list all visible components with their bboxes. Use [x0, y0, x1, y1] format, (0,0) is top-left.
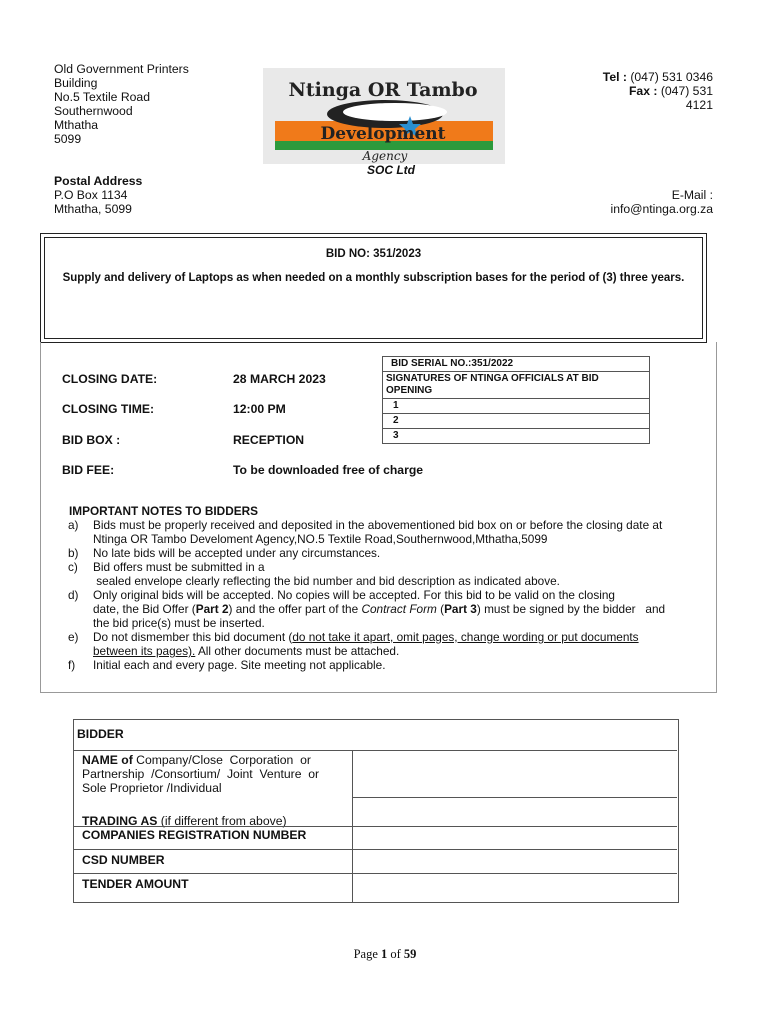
notes-heading: IMPORTANT NOTES TO BIDDERS [69, 504, 258, 518]
note-label: a) [68, 518, 79, 532]
trading-as-label: TRADING AS (if different from above) [82, 814, 287, 828]
csd-label: CSD NUMBER [82, 853, 165, 867]
email-label: E-Mail : [671, 188, 713, 202]
note-label: b) [68, 546, 79, 560]
address-line: Building [54, 76, 98, 90]
closing-date-value: 28 MARCH 2023 [233, 372, 326, 386]
ntinga-logo [255, 66, 513, 166]
email-block [611, 188, 714, 216]
note-label: e) [68, 630, 79, 644]
note-label: d) [68, 588, 79, 602]
email-value: info@ntinga.org.za [610, 202, 713, 216]
company-name-input[interactable] [352, 750, 677, 798]
postal-line: Mthatha, 5099 [54, 202, 132, 216]
divider [74, 873, 352, 874]
bid-box-label: BID BOX : [62, 433, 121, 447]
address-line: No.5 Textile Road [54, 90, 150, 104]
postal-address [54, 174, 142, 216]
soc-label: SOC Ltd [367, 163, 415, 177]
csd-input[interactable] [352, 849, 677, 875]
company-address [54, 62, 189, 146]
page-number: Page 1 of 59 [353, 947, 417, 961]
name-label: NAME of Company/Close Corporation or Partnership /Consortium/ Joint Venture or Sole Proprietor /Individual [82, 753, 320, 795]
note-line: Initial each and every page. Site meeting not applicable. [93, 658, 386, 672]
serial-title: BID SERIAL NO.:351/2022 [391, 358, 514, 369]
fax-value: (047) 531 [657, 84, 713, 98]
registration-label: COMPANIES REGISTRATION NUMBER [82, 828, 307, 842]
logo-mid-text: Development [320, 124, 446, 144]
closing-time-value: 12:00 PM [233, 402, 286, 416]
logo-bottom-text: Agency [362, 149, 408, 163]
note-item [62, 560, 714, 588]
divider [74, 826, 352, 827]
registration-input[interactable] [352, 826, 677, 851]
note-line: Bid offers must be submitted in a [93, 560, 265, 574]
bid-fee-value: To be downloaded free of charge [233, 463, 424, 477]
postal-line: P.O Box 1134 [54, 188, 128, 202]
note-line: No late bids will be accepted under any circumstances. [93, 546, 381, 560]
signature-cell[interactable]: 1 [383, 398, 649, 413]
trading-as-input[interactable] [352, 797, 677, 827]
bid-fee-label: BID FEE: [62, 463, 115, 477]
address-line: Old Government Printers [54, 62, 189, 76]
note-item [62, 518, 714, 546]
note-line: sealed envelope clearly reflecting the bid number and bid description as indicated above. [93, 574, 560, 588]
address-line: Southernwood [54, 104, 133, 118]
divider [74, 849, 352, 850]
note-item [62, 630, 714, 658]
contact-block [603, 70, 713, 112]
divider [74, 750, 352, 751]
note-line: Do not dismember this bid document (do not take it apart, omit pages, change wording or put documents [93, 630, 639, 644]
note-label: c) [68, 560, 78, 574]
address-line: Mthatha [54, 118, 99, 132]
bidder-table [73, 719, 679, 903]
bid-serial-table [382, 356, 650, 444]
tel-value: (047) 531 0346 [626, 70, 713, 84]
note-line: between its pages). All other documents must be attached. [93, 644, 400, 658]
signature-cell[interactable]: 3 [383, 428, 649, 443]
postal-label: Postal Address [54, 174, 143, 188]
fax-value-cont: 4121 [685, 98, 713, 112]
important-notes [62, 504, 714, 672]
bid-title-box [40, 233, 707, 343]
note-line: the bid price(s) must be inserted. [93, 616, 265, 630]
note-line: date, the Bid Offer (Part 2) and the offer part of the Contract Form (Part 3) must be signed by the bidder and [93, 602, 666, 616]
serial-subtitle: SIGNATURES OF NTINGA OFFICIALS AT BID OPENING [383, 371, 649, 398]
note-line: Ntinga OR Tambo Develoment Agency,NO.5 Textile Road,Southernwood,Mthatha,5099 [93, 532, 548, 546]
address-line: 5099 [54, 132, 82, 146]
closing-date-label: CLOSING DATE: [62, 372, 158, 386]
fax-label: Fax : [628, 84, 658, 98]
bid-box-value: RECEPTION [233, 433, 305, 447]
bid-title: Supply and delivery of Laptops as when needed on a monthly subscription bases for the period of (3) three years. [62, 272, 685, 284]
closing-time-label: CLOSING TIME: [62, 402, 155, 416]
note-label: f) [68, 658, 76, 672]
note-item [62, 546, 714, 560]
note-line: Bids must be properly received and deposited in the abovementioned bid box on or before the closing date at [93, 518, 663, 532]
note-item [62, 658, 714, 672]
bidder-title: BIDDER [77, 727, 124, 741]
signature-cell[interactable]: 2 [383, 413, 649, 428]
tender-amount-input[interactable] [352, 873, 677, 902]
tender-amount-label: TENDER AMOUNT [82, 877, 189, 891]
tel-label: Tel : [602, 70, 627, 84]
note-item [62, 588, 714, 630]
note-line: Only original bids will be accepted. No copies will be accepted. For this bid to be valid on the closing [93, 588, 615, 602]
logo-top-text: Ntinga OR Tambo [288, 79, 478, 101]
bid-number: BID NO: 351/2023 [325, 248, 422, 260]
